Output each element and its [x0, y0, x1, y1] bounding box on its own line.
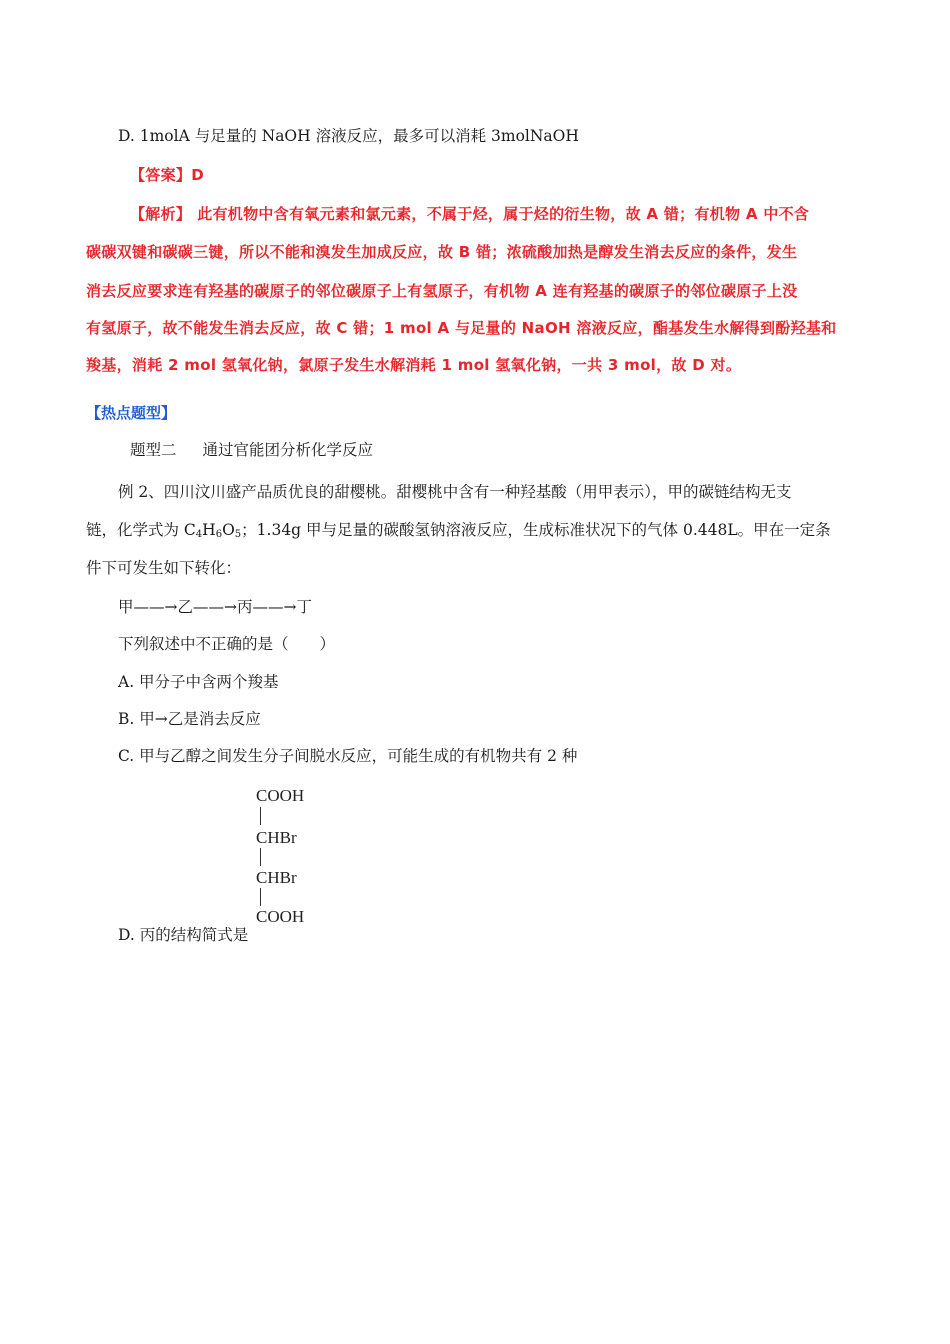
analysis-tag: 【解析】 — [130, 205, 192, 223]
analysis-line-4: 有氢原子，故不能发生消去反应，故 C 错；1 mol A 与足量的 NaOH 溶液反应，酯基发生水解得到酚羟基和 — [86, 319, 837, 337]
formula-h: H — [202, 521, 216, 539]
option-c: C. 甲与乙醇之间发生分子间脱水反应，可能生成的有机物共有 2 种 — [118, 747, 578, 765]
analysis-line-1 — [130, 204, 809, 224]
formula-o: O — [222, 521, 235, 539]
question-type-title: 通过官能团分析化学反应 — [202, 441, 374, 459]
bond-2 — [260, 848, 261, 866]
analysis-line-3: 消去反应要求连有羟基的碳原子的邻位碳原子上有氢原子，有机物 A 连有羟基的碳原子的邻位碳原子上没 — [86, 282, 798, 300]
formula-sub-c: 4 — [195, 529, 203, 540]
hot-section-tag: 【热点题型】 — [86, 404, 177, 422]
example-line-2 — [86, 520, 831, 540]
formula-sub-h: 6 — [215, 529, 223, 540]
reaction-chain: 甲——→乙——→丙——→丁 — [118, 598, 312, 616]
option-b: B. 甲→乙是消去反应 — [118, 710, 261, 728]
analysis-line-2: 碳碳双键和碳碳三键，所以不能和溴发生加成反应，故 B 错；浓硫酸加热是醇发生消去反应的条件，发生 — [86, 243, 798, 261]
example-line-2-rest: ；1.34g 甲与足量的碳酸氢钠溶液反应，生成标准状况下的气体 0.448L。甲在一定条 — [241, 521, 831, 539]
question-type — [130, 440, 373, 460]
group-cooh-top: COOH — [256, 786, 305, 805]
example-line-3: 件下可发生如下转化： — [86, 559, 242, 577]
group-chbr-1: CHBr — [256, 828, 297, 847]
bond-3 — [260, 888, 261, 906]
analysis-text-1: 此有机物中含有氧元素和氯元素，不属于烃，属于烃的衍生物，故 A 错；有机物 A 中不含 — [197, 205, 810, 223]
example-line-1: 例 2、四川汶川盛产品质优良的甜樱桃。甜樱桃中含有一种羟基酸（用甲表示），甲的碳链结构无支 — [118, 483, 792, 501]
formula-sub-o: 5 — [234, 529, 242, 540]
question-prompt: 下列叙述中不正确的是（ ） — [118, 635, 336, 653]
group-chbr-2: CHBr — [256, 868, 297, 887]
answer-line — [130, 165, 204, 185]
option-d: D. 丙的结构简式是 — [118, 926, 249, 944]
formula-prefix: 链，化学式为 C — [86, 521, 196, 539]
question-type-label: 题型二 — [130, 441, 177, 459]
group-cooh-bottom: COOH — [256, 907, 305, 926]
answer-value: D — [191, 166, 204, 184]
bond-1 — [260, 807, 261, 825]
answer-tag: 【答案】 — [130, 166, 192, 184]
option-a: A. 甲分子中含两个羧基 — [118, 673, 279, 691]
analysis-line-5: 羧基，消耗 2 mol 氢氧化钠，氯原子发生水解消耗 1 mol 氢氧化钠，一共 3 mol，故 D 对。 — [86, 356, 742, 374]
option-d-previous: D. 1molA 与足量的 NaOH 溶液反应，最多可以消耗 3molNaOH — [118, 127, 579, 145]
